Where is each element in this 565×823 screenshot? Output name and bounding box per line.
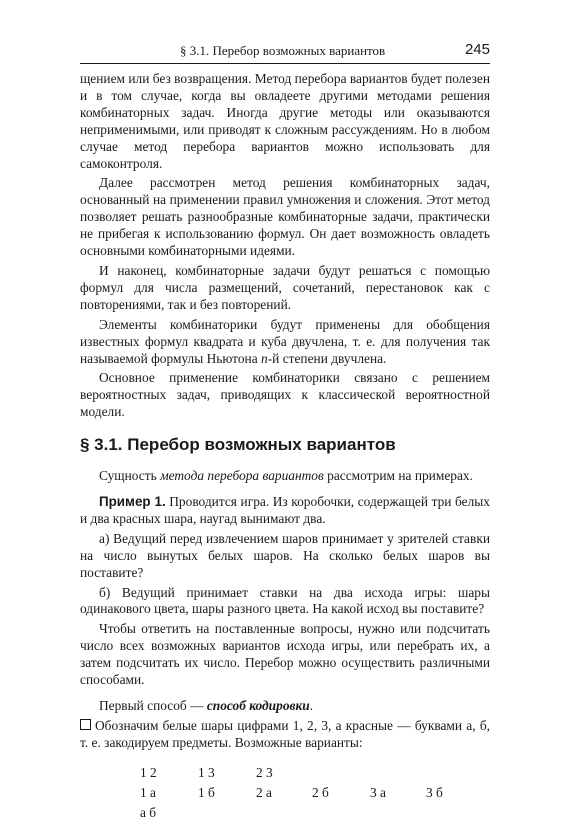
running-title: § 3.1. Перебор возможных вариантов — [180, 43, 386, 58]
running-header — [80, 41, 490, 64]
encoding-text: Обозначим белые шары цифрами 1, 2, 3, а красные — буквами а, б, т. е. закодируем предметы. Возможные варианты: — [80, 717, 490, 750]
method-term: метода перебора вариантов — [160, 468, 324, 484]
method-name: способ кодировки — [206, 698, 310, 713]
first-method — [80, 698, 490, 715]
question-a: а) Ведущий перед извлечением шаров принимает у зрителей ставки на число вынутых белых шаров. На сколько белых шаров вы поставите? — [80, 530, 490, 580]
section-lead-end: рассмотрим на примерах. — [323, 468, 473, 484]
combination: 1 3 — [198, 764, 215, 780]
combination: 2 3 — [256, 764, 273, 780]
intro-paragraph-5: Основное применение комбинаторики связано с решением вероятностных задач, приводящих к классической вероятностной модели. — [80, 370, 490, 420]
intro-paragraph-3: И наконец, комбинаторные задачи будут решаться с помощью формул для числа размещений, сочетаний, перестановок как с повторениями, так и без повторений. — [80, 262, 490, 312]
section-heading: § 3.1. Перебор возможных вариантов — [80, 435, 396, 455]
intro-paragraph-4-start: Элементы комбинаторики будут применены для обобщения известных формул квадрата и куба двучлена, т. е. для получения так называемой формулы Ньютона — [80, 316, 490, 366]
combinations-row-3 — [80, 803, 490, 823]
combination: 2 а — [256, 784, 272, 800]
section-lead-start: Сущность — [99, 468, 161, 484]
combination: 1 а — [140, 784, 156, 800]
combination: 1 2 — [140, 764, 157, 780]
combination: 3 а — [370, 784, 386, 800]
combinations-row-1 — [80, 763, 490, 783]
intro-paragraph-4-end: -й степени двучлена. — [267, 350, 387, 366]
answer-paragraph: Чтобы ответить на поставленные вопросы, нужно или подсчитать число всех возможных вариантов исхода игры, или перебрать их, а затем подсчитать их число. Перебор можно осуществить различными способами. — [80, 621, 490, 688]
first-method-start: Первый способ — — [99, 698, 207, 713]
page-number: 245 — [464, 41, 490, 58]
encoding-paragraph — [80, 718, 490, 752]
combination: 3 б — [426, 784, 443, 800]
combination: а б — [140, 804, 157, 820]
first-method-end: . — [309, 698, 314, 713]
example-label: Пример 1. — [99, 494, 166, 510]
combinations-list — [80, 763, 490, 823]
example-text: Проводится игра. Из коробочки, содержащей три белых и два красных шара, наугад вынимают два. — [80, 494, 490, 526]
combination: 2 б — [312, 784, 329, 800]
intro-paragraph-4 — [80, 317, 490, 368]
variable-n: n — [261, 350, 268, 366]
intro-paragraph-1: щением или без возвращения. Метод перебора вариантов будет полезен и в том случае, когда вы овладеете другими методами решения комбинаторных задач. Иногда другие методы или оказываются неприменимыми, или приводят к сложным рассуждениям. Но в любом случае метод перебора вариантов можно использовать для самоконтроля. — [80, 71, 490, 171]
square-marker-icon — [80, 719, 91, 730]
example-intro — [80, 494, 490, 528]
question-b: б) Ведущий принимает ставки на два исхода игры: шары одинакового цвета, шары разного цвета. На какой исход вы поставите? — [80, 584, 490, 617]
section-lead — [80, 468, 490, 485]
page-body — [80, 71, 490, 823]
combination: 1 б — [198, 784, 215, 800]
intro-paragraph-2: Далее рассмотрен метод решения комбинаторных задач, основанный на применении правил умножения и сложения. Этот метод позволяет решать разнообразные комбинаторные задачи, практически не прибегая к использованию формул. Он дает возможность овладеть основными комбинаторными идеями. — [80, 175, 490, 259]
